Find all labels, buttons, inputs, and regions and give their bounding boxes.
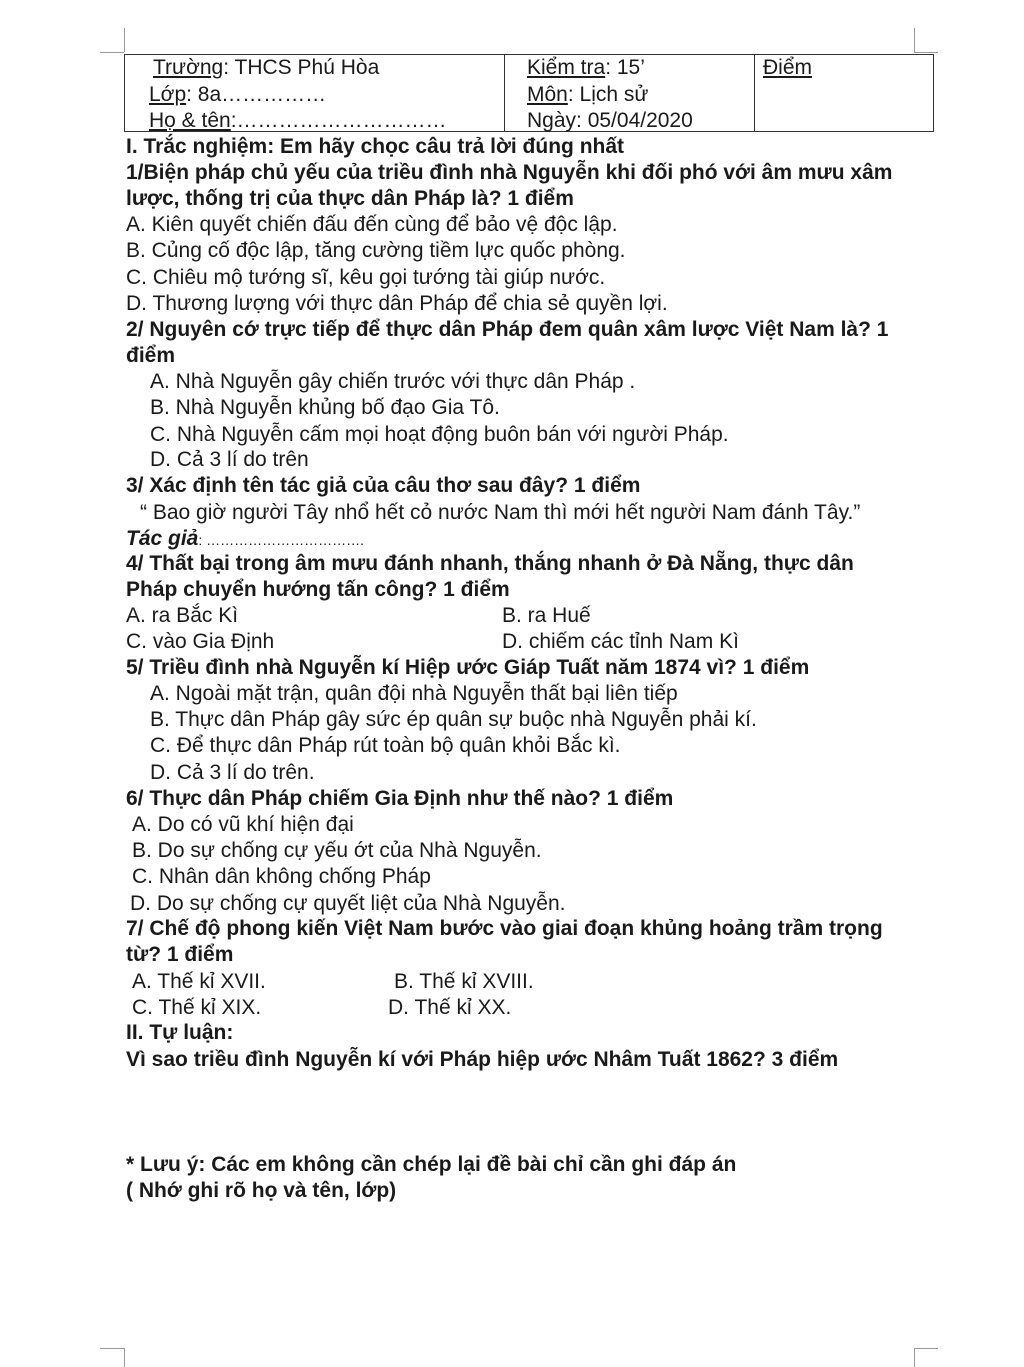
note-line2: ( Nhớ ghi rõ họ và tên, lớp): [126, 1179, 397, 1202]
test-line: [527, 55, 645, 81]
q3-line1: 3/ Xác định tên tác giả của câu thơ sau đây? 1 điểm: [126, 474, 641, 497]
q4-option-c: C. vào Gia Định: [126, 630, 275, 653]
section1-title: I. Trắc nghiệm: Em hãy chọc câu trả lời đúng nhất: [126, 135, 625, 158]
q3-author-line: [126, 526, 364, 553]
q6-line1: 6/ Thực dân Pháp chiếm Gia Định như thế nào? 1 điểm: [126, 787, 674, 810]
q7-option-a: A. Thế kỉ XVII.: [132, 970, 266, 993]
crop-mark: [914, 28, 915, 52]
q1-line1: 1/Biện pháp chủ yếu của triều đình nhà Nguyễn khi đối phó với âm mưu xâm: [126, 161, 893, 184]
q2-option-c: C. Nhà Nguyễn cấm mọi hoạt động buôn bán với người Pháp.: [150, 423, 729, 446]
q2-option-a: A. Nhà Nguyễn gây chiến trước với thực dân Pháp .: [150, 370, 636, 393]
q4-option-a: A. ra Bắc Kì: [126, 604, 239, 627]
q4-option-d: D. chiếm các tỉnh Nam Kì: [502, 630, 739, 653]
q3-author-blank: : …………………………….: [198, 532, 365, 548]
crop-mark: [100, 1348, 124, 1349]
q5-line1: 5/ Triều đình nhà Nguyễn kí Hiệp ước Giáp Tuất năm 1874 vì? 1 điểm: [126, 656, 810, 679]
class-line: [149, 82, 326, 108]
name-label: Họ & tên: [149, 109, 231, 132]
q1-option-d: D. Thương lượng với thực dân Pháp để chia sẻ quyền lợi.: [126, 292, 668, 315]
test-value: : 15’: [605, 56, 645, 79]
score-cell: [755, 55, 933, 131]
q1-option-b: B. Củng cố độc lập, tăng cường tiềm lực quốc phòng.: [126, 239, 626, 262]
q4-line1: 4/ Thất bại trong âm mưu đánh nhanh, thắng nhanh ở Đà Nẵng, thực dân: [126, 552, 854, 575]
subject-line: [527, 82, 648, 108]
crop-mark: [914, 1348, 938, 1349]
score-label: Điểm: [763, 56, 813, 79]
q3-author-label: Tác giả: [126, 527, 199, 550]
q4-option-b: B. ra Huế: [502, 604, 591, 627]
q5-option-b: B. Thực dân Pháp gây sức ép quân sự buộc nhà Nguyễn phải kí.: [150, 708, 757, 731]
q7-option-d: D. Thế kỉ XX.: [388, 996, 512, 1019]
date-line: Ngày: 05/04/2020: [527, 109, 693, 132]
q7-line1: 7/ Chế độ phong kiến Việt Nam bước vào giai đoạn khủng hoảng trầm trọng: [126, 917, 883, 940]
q6-option-d: D. Do sự chống cự quyết liệt của Nhà Nguyễn.: [130, 892, 566, 915]
test-label: Kiểm tra: [527, 56, 606, 79]
q2-line1: 2/ Nguyên cớ trực tiếp để thực dân Pháp đem quân xâm lược Việt Nam là? 1: [126, 318, 889, 341]
name-value: :…………………………: [230, 109, 447, 132]
test-info-cell: [505, 55, 755, 131]
q1-option-c: C. Chiêu mộ tướng sĩ, kêu gọi tướng tài giúp nước.: [126, 266, 606, 289]
q2-option-d: D. Cả 3 lí do trên: [150, 448, 309, 471]
crop-mark: [100, 52, 124, 53]
school-label: Trường: [153, 56, 224, 79]
q4-line2: Pháp chuyển hướng tấn công? 1 điểm: [126, 578, 510, 601]
essay-question: Vì sao triều đình Nguyễn kí với Pháp hiệp ước Nhâm Tuất 1862? 3 điểm: [126, 1048, 839, 1071]
header-table: [124, 54, 934, 132]
q3-quote: “ Bao giờ người Tây nhổ hết cỏ nước Nam thì mới hết người Nam đánh Tây.”: [140, 501, 861, 524]
q2-option-b: B. Nhà Nguyễn khủng bố đạo Gia Tô.: [150, 396, 500, 419]
crop-mark: [914, 52, 938, 53]
q6-option-c: C. Nhân dân không chống Pháp: [132, 865, 431, 888]
q1-line2: lược, thống trị của thực dân Pháp là? 1 điểm: [126, 187, 574, 210]
subject-value: : Lịch sử: [567, 83, 649, 106]
name-line: [149, 108, 447, 134]
note-line1: * Lưu ý: Các em không cần chép lại đề bài chỉ cần ghi đáp án: [126, 1153, 737, 1176]
q6-option-b: B. Do sự chống cự yếu ớt của Nhà Nguyễn.: [132, 839, 542, 862]
school-value: : THCS Phú Hòa: [223, 56, 380, 79]
crop-mark: [914, 1348, 915, 1367]
class-value: : 8a……………: [186, 83, 327, 106]
crop-mark: [124, 28, 125, 52]
subject-label: Môn: [527, 83, 568, 106]
class-label: Lớp: [149, 83, 187, 106]
q7-option-b: B. Thế kỉ XVIII.: [394, 970, 534, 993]
q2-line2: điểm: [126, 344, 176, 367]
crop-mark: [124, 1348, 125, 1367]
student-info-cell: [125, 55, 505, 131]
q7-option-c: C. Thế kỉ XIX.: [132, 996, 262, 1019]
q5-option-d: D. Cả 3 lí do trên.: [150, 761, 315, 784]
q1-option-a: A. Kiên quyết chiến đấu đến cùng để bảo vệ độc lập.: [126, 213, 618, 236]
q5-option-a: A. Ngoài mặt trận, quân đội nhà Nguyễn thất bại liên tiếp: [150, 682, 678, 705]
q5-option-c: C. Để thực dân Pháp rút toàn bộ quân khỏi Bắc kì.: [150, 734, 621, 757]
school-line: [153, 55, 379, 81]
q7-line2: từ? 1 điểm: [126, 943, 234, 966]
section2-title: II. Tự luận:: [126, 1021, 234, 1044]
q6-option-a: A. Do có vũ khí hiện đại: [132, 813, 354, 836]
